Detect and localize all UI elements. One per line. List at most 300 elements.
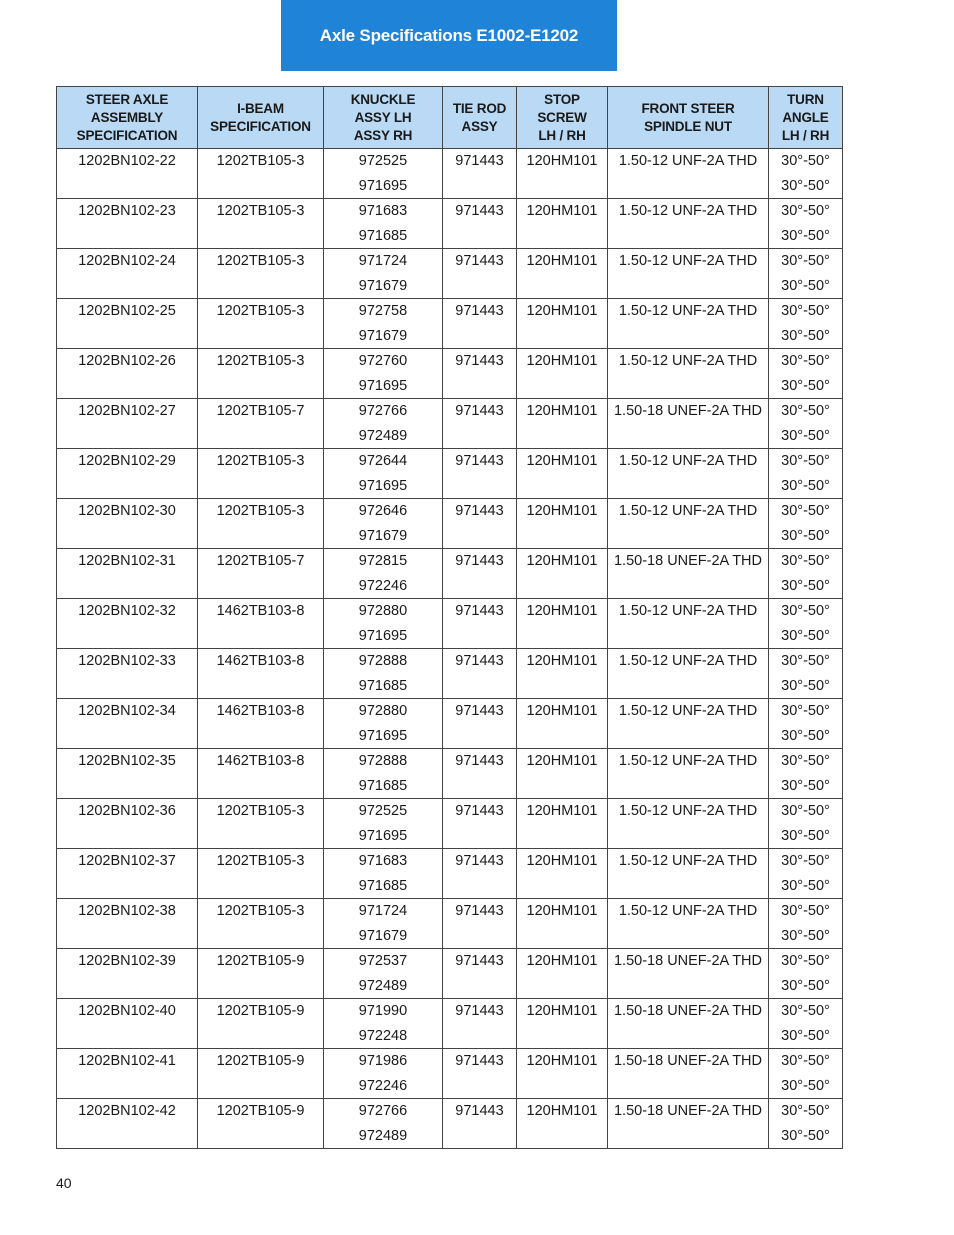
- cell-tie-rod: [443, 199, 517, 249]
- table-row: [57, 899, 843, 949]
- header-line: ASSEMBLY: [90, 109, 164, 125]
- table-row: [57, 499, 843, 549]
- cell-spindle-nut: [608, 299, 769, 349]
- cell-ibeam: [198, 699, 324, 749]
- cell-assembly: [57, 199, 198, 249]
- cell-value: 1.50-12 UNF-2A THD: [618, 203, 758, 219]
- header-line: SPECIFICATION: [76, 127, 178, 143]
- cell-assembly: [57, 599, 198, 649]
- cell-value: 972760: [358, 353, 408, 369]
- header-front-steer-spindle-nut: [608, 87, 769, 149]
- cell-tie-rod: [443, 399, 517, 449]
- cell-value: 30°-50°: [781, 603, 830, 619]
- table-header: [57, 87, 843, 149]
- header-knuckle-assy: [324, 87, 443, 149]
- cell-turn-angle: [769, 649, 843, 699]
- cell-ibeam: [198, 199, 324, 249]
- cell-value: 1202TB105-3: [216, 503, 305, 519]
- cell-value: 30°-50°: [781, 927, 830, 944]
- cell-tie-rod: [443, 949, 517, 999]
- cell-value: 30°-50°: [781, 903, 830, 919]
- cell-value: 1202BN102-41: [78, 1053, 176, 1069]
- table-row: [57, 999, 843, 1049]
- cell-value: 1.50-18 UNEF-2A THD: [613, 953, 762, 969]
- cell-value: 1.50-12 UNF-2A THD: [618, 853, 758, 869]
- cell-stop-screw: [517, 549, 608, 599]
- cell-value: 1202TB105-3: [216, 303, 305, 319]
- cell-value: 971685: [358, 677, 408, 694]
- cell-knuckle: [324, 749, 443, 799]
- cell-value: 1202TB105-3: [216, 153, 305, 169]
- cell-value: 971443: [455, 703, 504, 719]
- cell-value: 30°-50°: [781, 403, 830, 419]
- cell-value: 971443: [455, 203, 504, 219]
- cell-value: 971443: [455, 1053, 504, 1069]
- cell-knuckle: [324, 999, 443, 1049]
- cell-assembly: [57, 1049, 198, 1099]
- cell-knuckle: [324, 849, 443, 899]
- cell-value: 30°-50°: [781, 827, 830, 844]
- cell-ibeam: [198, 399, 324, 449]
- cell-value: 972644: [358, 453, 408, 469]
- cell-value: 1202BN102-38: [78, 903, 176, 919]
- header-line: FRONT STEER: [641, 100, 735, 116]
- cell-spindle-nut: [608, 449, 769, 499]
- cell-value: 30°-50°: [781, 1053, 830, 1069]
- cell-knuckle: [324, 1099, 443, 1149]
- cell-knuckle: [324, 649, 443, 699]
- cell-value: 1202TB105-9: [216, 953, 305, 969]
- cell-turn-angle: [769, 849, 843, 899]
- cell-value: 971443: [455, 1103, 504, 1119]
- cell-knuckle: [324, 449, 443, 499]
- cell-value: 30°-50°: [781, 553, 830, 569]
- header-line: SCREW: [537, 109, 587, 125]
- cell-value: 1202TB105-3: [216, 203, 305, 219]
- cell-value: 30°-50°: [781, 653, 830, 669]
- cell-value: 971679: [358, 527, 408, 544]
- cell-ibeam: [198, 1049, 324, 1099]
- cell-value: 1202BN102-34: [78, 703, 176, 719]
- cell-value: 972646: [358, 503, 408, 519]
- cell-value: 1202TB105-3: [216, 803, 305, 819]
- cell-value: 30°-50°: [781, 177, 830, 194]
- cell-value: 120HM101: [526, 253, 598, 269]
- cell-value: 971443: [455, 603, 504, 619]
- cell-value: 972246: [358, 577, 408, 594]
- cell-value: 1202BN102-42: [78, 1103, 176, 1119]
- cell-knuckle: [324, 499, 443, 549]
- cell-knuckle: [324, 349, 443, 399]
- cell-turn-angle: [769, 1099, 843, 1149]
- cell-value: 971695: [358, 477, 408, 494]
- cell-ibeam: [198, 1099, 324, 1149]
- cell-value: 971695: [358, 627, 408, 644]
- cell-stop-screw: [517, 799, 608, 849]
- cell-value: 972489: [358, 1127, 408, 1144]
- cell-assembly: [57, 999, 198, 1049]
- cell-value: 120HM101: [526, 603, 598, 619]
- cell-spindle-nut: [608, 699, 769, 749]
- cell-value: 971685: [358, 227, 408, 244]
- header-line: STEER AXLE: [85, 91, 169, 107]
- cell-stop-screw: [517, 499, 608, 549]
- cell-value: 971679: [358, 277, 408, 294]
- cell-value: 972888: [358, 753, 408, 769]
- cell-value: 971685: [358, 877, 408, 894]
- cell-value: 1.50-12 UNF-2A THD: [618, 303, 758, 319]
- cell-value: 30°-50°: [781, 203, 830, 219]
- cell-value: 1.50-12 UNF-2A THD: [618, 653, 758, 669]
- cell-value: 30°-50°: [781, 153, 830, 169]
- cell-value: 30°-50°: [781, 353, 830, 369]
- header-turn-angle: [769, 87, 843, 149]
- cell-value: 120HM101: [526, 353, 598, 369]
- cell-value: 30°-50°: [781, 453, 830, 469]
- cell-value: 1202BN102-40: [78, 1003, 176, 1019]
- table-row: [57, 1049, 843, 1099]
- cell-value: 120HM101: [526, 303, 598, 319]
- cell-value: 120HM101: [526, 903, 598, 919]
- cell-value: 120HM101: [526, 453, 598, 469]
- header-ibeam-spec: [198, 87, 324, 149]
- cell-ibeam: [198, 749, 324, 799]
- cell-value: 971683: [358, 203, 408, 219]
- cell-value: 971695: [358, 827, 408, 844]
- cell-ibeam: [198, 599, 324, 649]
- cell-spindle-nut: [608, 849, 769, 899]
- cell-spindle-nut: [608, 899, 769, 949]
- header-line: SPINDLE NUT: [644, 118, 732, 134]
- header-stop-screw: [517, 87, 608, 149]
- cell-turn-angle: [769, 949, 843, 999]
- cell-assembly: [57, 949, 198, 999]
- header-line: I-BEAM: [237, 100, 284, 116]
- cell-spindle-nut: [608, 1099, 769, 1149]
- cell-value: 1202BN102-30: [78, 503, 176, 519]
- cell-assembly: [57, 299, 198, 349]
- cell-turn-angle: [769, 549, 843, 599]
- cell-turn-angle: [769, 149, 843, 199]
- cell-assembly: [57, 149, 198, 199]
- cell-turn-angle: [769, 199, 843, 249]
- cell-spindle-nut: [608, 799, 769, 849]
- cell-value: 30°-50°: [781, 503, 830, 519]
- cell-turn-angle: [769, 1049, 843, 1099]
- cell-value: 1202TB105-7: [216, 553, 305, 569]
- cell-ibeam: [198, 449, 324, 499]
- cell-assembly: [57, 249, 198, 299]
- cell-value: 120HM101: [526, 853, 598, 869]
- cell-knuckle: [324, 549, 443, 599]
- cell-spindle-nut: [608, 399, 769, 449]
- cell-value: 30°-50°: [781, 703, 830, 719]
- cell-value: 1.50-12 UNF-2A THD: [618, 253, 758, 269]
- table-row: [57, 699, 843, 749]
- cell-tie-rod: [443, 1099, 517, 1149]
- cell-ibeam: [198, 249, 324, 299]
- cell-stop-screw: [517, 749, 608, 799]
- cell-ibeam: [198, 299, 324, 349]
- cell-value: 120HM101: [526, 953, 598, 969]
- cell-value: 1.50-18 UNEF-2A THD: [613, 1053, 762, 1069]
- cell-value: 30°-50°: [781, 1103, 830, 1119]
- cell-value: 971443: [455, 353, 504, 369]
- cell-value: 971443: [455, 303, 504, 319]
- cell-value: 971443: [455, 553, 504, 569]
- cell-value: 30°-50°: [781, 1077, 830, 1094]
- table-row: [57, 399, 843, 449]
- cell-stop-screw: [517, 399, 608, 449]
- cell-value: 972248: [358, 1027, 408, 1044]
- table-row: [57, 949, 843, 999]
- cell-value: 1202TB105-9: [216, 1053, 305, 1069]
- cell-value: 1202BN102-31: [78, 553, 176, 569]
- cell-turn-angle: [769, 599, 843, 649]
- table-row: [57, 849, 843, 899]
- header-line: ASSY: [461, 118, 498, 134]
- cell-value: 971695: [358, 727, 408, 744]
- table-row: [57, 249, 843, 299]
- cell-value: 30°-50°: [781, 1003, 830, 1019]
- cell-value: 1202TB105-3: [216, 903, 305, 919]
- cell-assembly: [57, 699, 198, 749]
- axle-spec-table: [56, 86, 843, 1149]
- header-row: [57, 87, 843, 149]
- cell-value: 971443: [455, 503, 504, 519]
- table-row: [57, 199, 843, 249]
- cell-turn-angle: [769, 999, 843, 1049]
- cell-value: 30°-50°: [781, 753, 830, 769]
- cell-value: 30°-50°: [781, 627, 830, 644]
- cell-knuckle: [324, 599, 443, 649]
- cell-value: 1202TB105-7: [216, 403, 305, 419]
- table-row: [57, 149, 843, 199]
- cell-stop-screw: [517, 899, 608, 949]
- cell-spindle-nut: [608, 149, 769, 199]
- cell-stop-screw: [517, 299, 608, 349]
- cell-value: 1202BN102-26: [78, 353, 176, 369]
- cell-value: 30°-50°: [781, 277, 830, 294]
- cell-stop-screw: [517, 599, 608, 649]
- cell-tie-rod: [443, 299, 517, 349]
- cell-value: 972880: [358, 703, 408, 719]
- cell-value: 30°-50°: [781, 853, 830, 869]
- page-number: 40: [56, 1175, 72, 1191]
- cell-value: 1462TB103-8: [216, 703, 305, 719]
- cell-assembly: [57, 449, 198, 499]
- cell-value: 120HM101: [526, 153, 598, 169]
- header-line: LH / RH: [781, 127, 830, 143]
- cell-value: 120HM101: [526, 203, 598, 219]
- cell-value: 30°-50°: [781, 727, 830, 744]
- table-row: [57, 749, 843, 799]
- cell-value: 972758: [358, 303, 408, 319]
- cell-value: 120HM101: [526, 803, 598, 819]
- cell-value: 1.50-12 UNF-2A THD: [618, 903, 758, 919]
- cell-tie-rod: [443, 699, 517, 749]
- cell-value: 1.50-12 UNF-2A THD: [618, 153, 758, 169]
- cell-assembly: [57, 799, 198, 849]
- cell-knuckle: [324, 149, 443, 199]
- cell-value: 1202TB105-3: [216, 853, 305, 869]
- cell-value: 1202TB105-9: [216, 1003, 305, 1019]
- cell-value: 971443: [455, 953, 504, 969]
- cell-value: 30°-50°: [781, 877, 830, 894]
- cell-spindle-nut: [608, 549, 769, 599]
- cell-value: 30°-50°: [781, 253, 830, 269]
- header-line: ANGLE: [782, 109, 829, 125]
- cell-value: 972815: [358, 553, 408, 569]
- cell-knuckle: [324, 949, 443, 999]
- cell-spindle-nut: [608, 349, 769, 399]
- cell-tie-rod: [443, 249, 517, 299]
- cell-value: 1.50-12 UNF-2A THD: [618, 353, 758, 369]
- cell-value: 1202BN102-33: [78, 653, 176, 669]
- cell-value: 1202TB105-3: [216, 453, 305, 469]
- cell-stop-screw: [517, 149, 608, 199]
- cell-value: 971443: [455, 903, 504, 919]
- cell-knuckle: [324, 1049, 443, 1099]
- cell-value: 30°-50°: [781, 777, 830, 794]
- cell-knuckle: [324, 399, 443, 449]
- cell-value: 972525: [358, 803, 408, 819]
- cell-stop-screw: [517, 649, 608, 699]
- page-title-banner: [281, 0, 617, 71]
- cell-value: 30°-50°: [781, 303, 830, 319]
- cell-value: 971443: [455, 153, 504, 169]
- cell-value: 971443: [455, 853, 504, 869]
- cell-value: 1202BN102-36: [78, 803, 176, 819]
- header-line: TIE ROD: [452, 100, 507, 116]
- cell-turn-angle: [769, 749, 843, 799]
- table-body: [57, 149, 843, 1149]
- cell-value: 30°-50°: [781, 427, 830, 444]
- cell-value: 30°-50°: [781, 953, 830, 969]
- cell-tie-rod: [443, 449, 517, 499]
- cell-value: 120HM101: [526, 753, 598, 769]
- cell-knuckle: [324, 299, 443, 349]
- cell-stop-screw: [517, 1049, 608, 1099]
- cell-knuckle: [324, 199, 443, 249]
- cell-ibeam: [198, 899, 324, 949]
- cell-value: 30°-50°: [781, 227, 830, 244]
- cell-value: 1462TB103-8: [216, 753, 305, 769]
- cell-tie-rod: [443, 349, 517, 399]
- cell-turn-angle: [769, 799, 843, 849]
- cell-value: 1202BN102-35: [78, 753, 176, 769]
- cell-knuckle: [324, 899, 443, 949]
- cell-value: 120HM101: [526, 503, 598, 519]
- cell-value: 1202BN102-39: [78, 953, 176, 969]
- cell-value: 1202TB105-3: [216, 253, 305, 269]
- cell-value: 972525: [358, 153, 408, 169]
- cell-value: 971443: [455, 653, 504, 669]
- cell-value: 971679: [358, 327, 408, 344]
- cell-value: 1.50-18 UNEF-2A THD: [613, 1003, 762, 1019]
- cell-value: 971724: [358, 903, 408, 919]
- cell-value: 120HM101: [526, 1053, 598, 1069]
- cell-ibeam: [198, 949, 324, 999]
- header-steer-axle-assembly: [57, 87, 198, 149]
- header-line: SPECIFICATION: [210, 118, 311, 134]
- cell-turn-angle: [769, 399, 843, 449]
- cell-tie-rod: [443, 599, 517, 649]
- table-row: [57, 299, 843, 349]
- cell-assembly: [57, 749, 198, 799]
- cell-spindle-nut: [608, 949, 769, 999]
- cell-value: 1.50-12 UNF-2A THD: [618, 603, 758, 619]
- cell-turn-angle: [769, 449, 843, 499]
- cell-value: 1.50-18 UNEF-2A THD: [613, 1103, 762, 1119]
- cell-value: 971683: [358, 853, 408, 869]
- cell-value: 1202BN102-25: [78, 303, 176, 319]
- cell-value: 1462TB103-8: [216, 653, 305, 669]
- cell-value: 972489: [358, 427, 408, 444]
- cell-value: 1202BN102-37: [78, 853, 176, 869]
- cell-value: 1.50-12 UNF-2A THD: [618, 503, 758, 519]
- header-line: LH / RH: [538, 127, 586, 143]
- cell-stop-screw: [517, 999, 608, 1049]
- cell-spindle-nut: [608, 1049, 769, 1099]
- cell-value: 971679: [358, 927, 408, 944]
- cell-knuckle: [324, 249, 443, 299]
- cell-value: 30°-50°: [781, 1027, 830, 1044]
- cell-tie-rod: [443, 999, 517, 1049]
- cell-tie-rod: [443, 1049, 517, 1099]
- cell-stop-screw: [517, 249, 608, 299]
- cell-spindle-nut: [608, 499, 769, 549]
- cell-value: 1202BN102-32: [78, 603, 176, 619]
- table-row: [57, 799, 843, 849]
- cell-assembly: [57, 499, 198, 549]
- cell-value: 1202BN102-27: [78, 403, 176, 419]
- cell-tie-rod: [443, 649, 517, 699]
- cell-value: 1.50-12 UNF-2A THD: [618, 453, 758, 469]
- cell-stop-screw: [517, 1099, 608, 1149]
- cell-turn-angle: [769, 349, 843, 399]
- cell-value: 1202BN102-29: [78, 453, 176, 469]
- table-row: [57, 649, 843, 699]
- cell-value: 120HM101: [526, 553, 598, 569]
- cell-value: 971695: [358, 177, 408, 194]
- header-line: STOP: [544, 91, 580, 107]
- header-line: ASSY LH: [354, 109, 412, 125]
- cell-assembly: [57, 399, 198, 449]
- cell-value: 971443: [455, 453, 504, 469]
- cell-tie-rod: [443, 849, 517, 899]
- cell-value: 1202TB105-9: [216, 1103, 305, 1119]
- cell-assembly: [57, 1099, 198, 1149]
- table-row: [57, 349, 843, 399]
- cell-spindle-nut: [608, 749, 769, 799]
- cell-tie-rod: [443, 899, 517, 949]
- cell-spindle-nut: [608, 999, 769, 1049]
- cell-value: 971443: [455, 753, 504, 769]
- cell-value: 1202BN102-22: [78, 153, 176, 169]
- cell-value: 1.50-12 UNF-2A THD: [618, 703, 758, 719]
- cell-knuckle: [324, 699, 443, 749]
- cell-value: 30°-50°: [781, 477, 830, 494]
- cell-assembly: [57, 649, 198, 699]
- cell-stop-screw: [517, 449, 608, 499]
- cell-ibeam: [198, 499, 324, 549]
- cell-turn-angle: [769, 499, 843, 549]
- cell-value: 972766: [358, 1103, 408, 1119]
- header-line: ASSY RH: [353, 127, 413, 143]
- cell-value: 120HM101: [526, 1003, 598, 1019]
- cell-value: 972489: [358, 977, 408, 994]
